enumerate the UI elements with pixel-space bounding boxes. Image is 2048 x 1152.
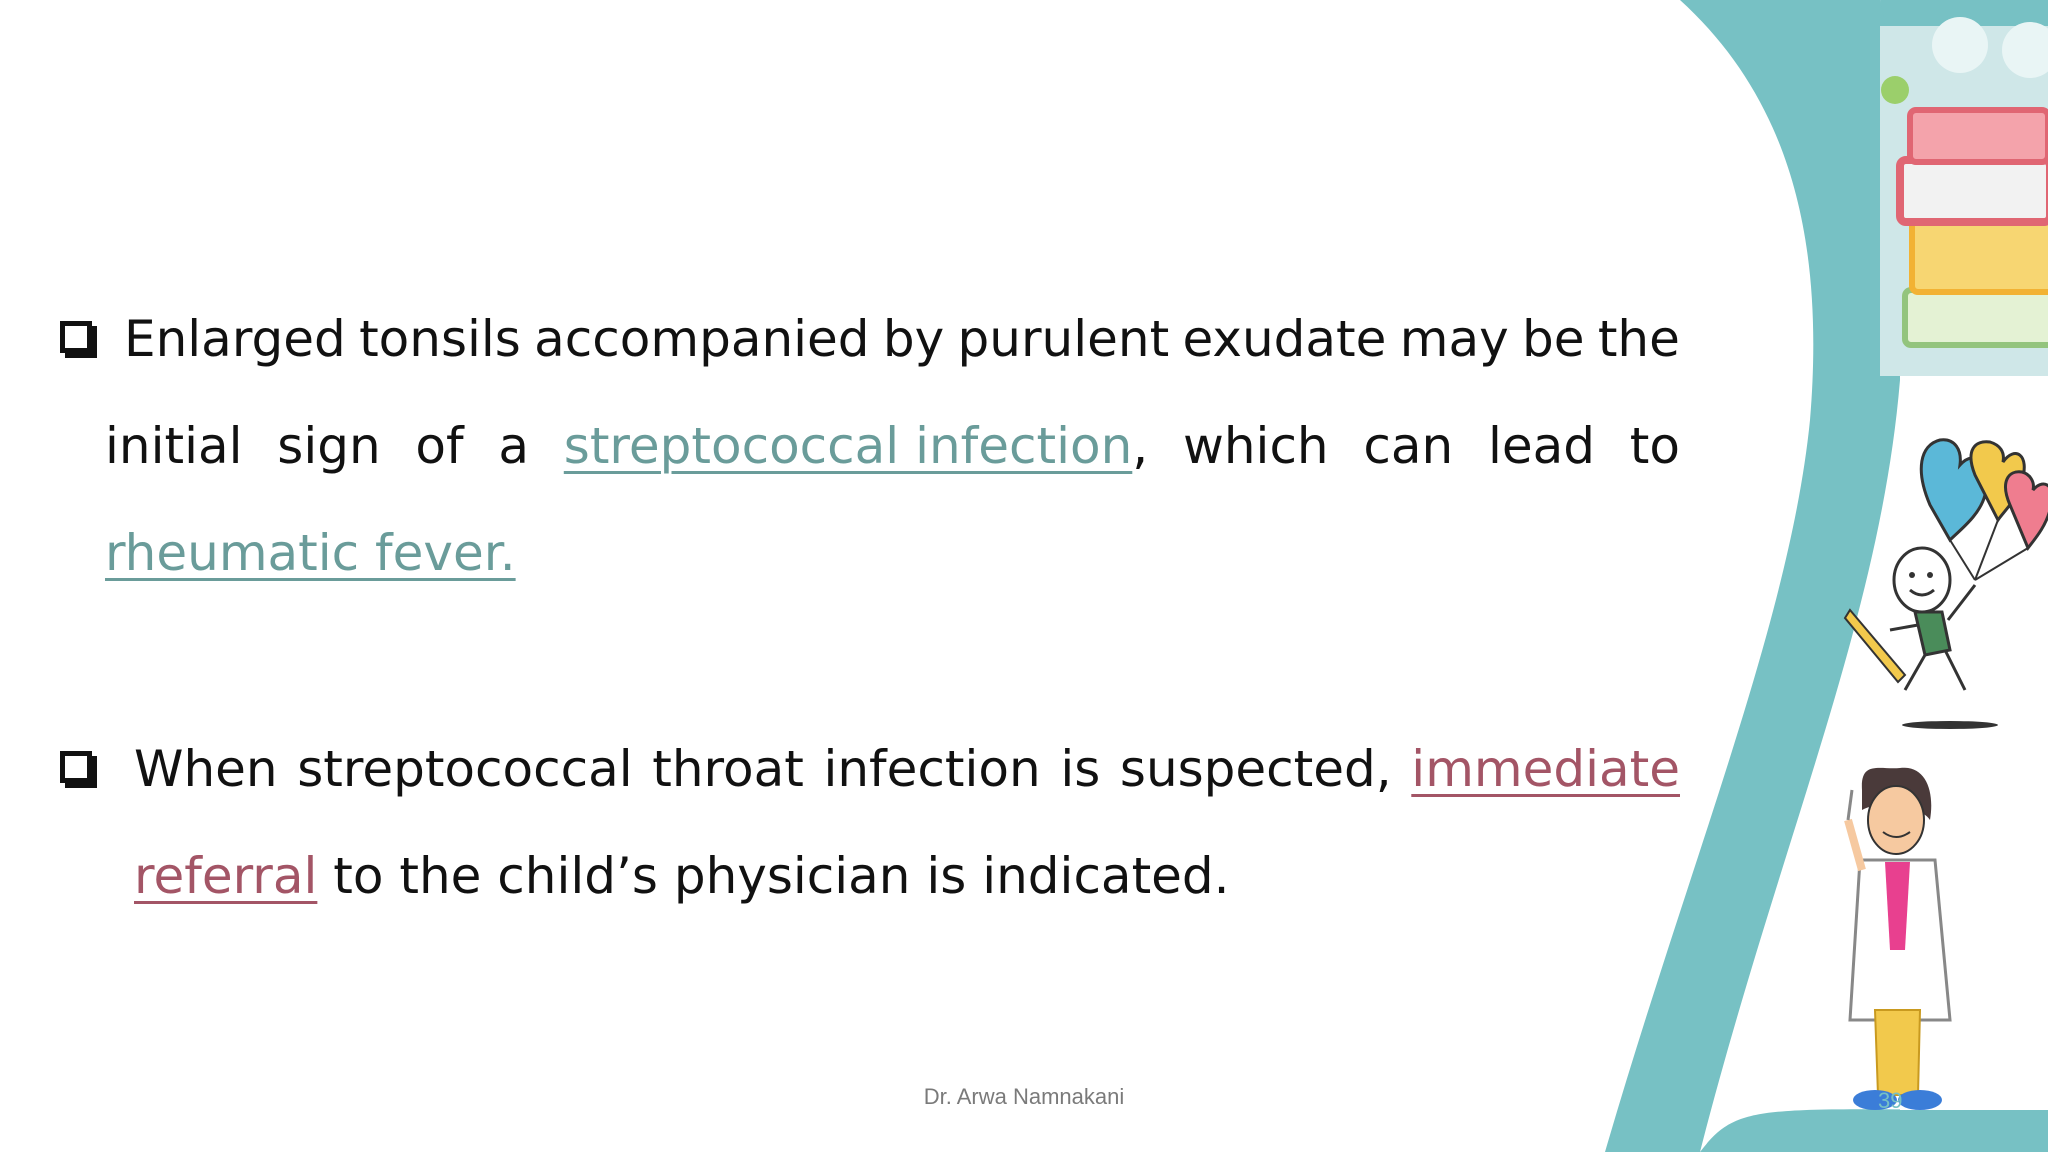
- slide-number: 39: [1878, 1088, 1903, 1113]
- immediate-referral-link-part-1[interactable]: immediate: [1411, 740, 1680, 798]
- streptococcal-infection-link[interactable]: streptococcal infection: [563, 417, 1133, 475]
- word: suspected,: [1119, 740, 1392, 798]
- word: Enlarged: [124, 310, 346, 368]
- word: the: [1597, 310, 1680, 368]
- word: infection: [823, 740, 1041, 798]
- word: be: [1522, 310, 1585, 368]
- word: can: [1363, 417, 1454, 475]
- word: may: [1399, 310, 1509, 368]
- word: tonsils: [359, 310, 521, 368]
- word: throat: [652, 740, 804, 798]
- bullet-2-rest-text: to the child’s physician is indicated.: [317, 847, 1230, 905]
- word: of: [415, 417, 464, 475]
- word: by: [882, 310, 945, 368]
- word: streptococcal: [297, 740, 633, 798]
- wallpaper-dot: [1932, 17, 1988, 73]
- word: to: [1629, 417, 1680, 475]
- word: lead: [1487, 417, 1596, 475]
- word: sign: [277, 417, 381, 475]
- word: accompanied: [534, 310, 870, 368]
- immediate-referral-link-part-2[interactable]: referral: [134, 847, 318, 905]
- rheumatic-fever-link[interactable]: rheumatic fever.: [105, 524, 516, 582]
- footer-author: Dr. Arwa Namnakani: [923, 1084, 1125, 1109]
- word: which: [1182, 417, 1329, 475]
- word: purulent: [957, 310, 1170, 368]
- word: is: [1060, 740, 1101, 798]
- comma: ,: [1132, 417, 1149, 475]
- word: exudate: [1182, 310, 1387, 368]
- word: When: [134, 740, 278, 798]
- word: initial: [105, 417, 243, 475]
- word: a: [498, 417, 530, 475]
